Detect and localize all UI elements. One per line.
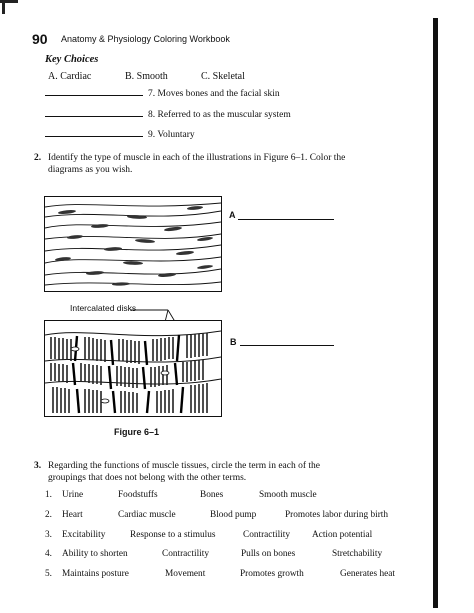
label-b: B [230,337,237,347]
term[interactable]: Promotes labor during birth [285,510,389,520]
term[interactable]: Contractility [162,549,209,559]
answer-blank-9[interactable] [45,136,143,137]
grouping-2-number: 2. [45,510,52,520]
term[interactable]: Bones [200,490,224,500]
fill-item-text: 9. Voluntary [148,130,195,140]
answer-blank-7[interactable] [45,95,143,96]
answer-line-b[interactable] [240,345,334,346]
page-edge-bar [433,18,438,608]
question-2-line1: Identify the type of muscle in each of the illustrations in Figure 6–1. Color the [48,153,346,163]
choice-smooth: B. Smooth [125,71,168,82]
term[interactable]: Cardiac muscle [118,510,176,520]
term[interactable]: Urine [62,490,84,500]
term[interactable]: Promotes growth [240,569,304,579]
grouping-3-number: 3. [45,530,52,540]
label-a: A [229,210,236,220]
question-3-number: 3. [34,461,42,471]
choice-skeletal: C. Skeletal [201,71,245,82]
book-title: Anatomy & Physiology Coloring Workbook [61,34,230,44]
intercalated-disks-label: Intercalated disks [70,303,137,313]
key-choices-heading: Key Choices [45,54,99,65]
answer-line-a[interactable] [238,219,334,220]
question-2-line2: diagrams as you wish. [48,165,133,175]
cardiac-muscle-illustration [44,320,222,417]
term[interactable]: Generates heat [340,569,395,579]
figure-caption: Figure 6–1 [114,427,160,437]
question-2-number: 2. [34,153,42,163]
question-3-line2: groupings that does not belong with the other terms. [48,473,247,483]
grouping-1-number: 1. [45,490,52,500]
term[interactable]: Contractility [243,530,290,540]
question-3-line1: Regarding the functions of muscle tissues, circle the term in each of the [48,461,320,471]
term[interactable]: Blood pump [210,510,257,520]
answer-blank-8[interactable] [45,116,143,117]
fill-item-9 [45,130,195,140]
term[interactable]: Pulls on bones [241,549,296,559]
term[interactable]: Foodstuffs [118,490,158,500]
grouping-5-number: 5. [45,569,52,579]
term[interactable]: Heart [62,510,83,520]
term[interactable]: Action potential [312,530,373,540]
fill-item-text: 8. Referred to as the muscular system [148,110,291,120]
choice-cardiac: A. Cardiac [48,71,92,82]
page-number: 90 [32,31,48,47]
term[interactable]: Smooth muscle [259,490,317,500]
term[interactable]: Maintains posture [62,569,129,579]
term[interactable]: Excitability [62,530,106,540]
term[interactable]: Ability to shorten [62,549,128,559]
fill-item-7 [45,89,280,99]
term[interactable]: Response to a stimulus [130,530,216,540]
term[interactable]: Movement [165,569,206,579]
fill-item-8 [45,110,291,120]
smooth-muscle-illustration [44,196,222,292]
term[interactable]: Stretchability [332,549,383,559]
fill-item-text: 7. Moves bones and the facial skin [148,89,280,99]
grouping-4-number: 4. [45,549,52,559]
corner-mark [0,0,18,14]
